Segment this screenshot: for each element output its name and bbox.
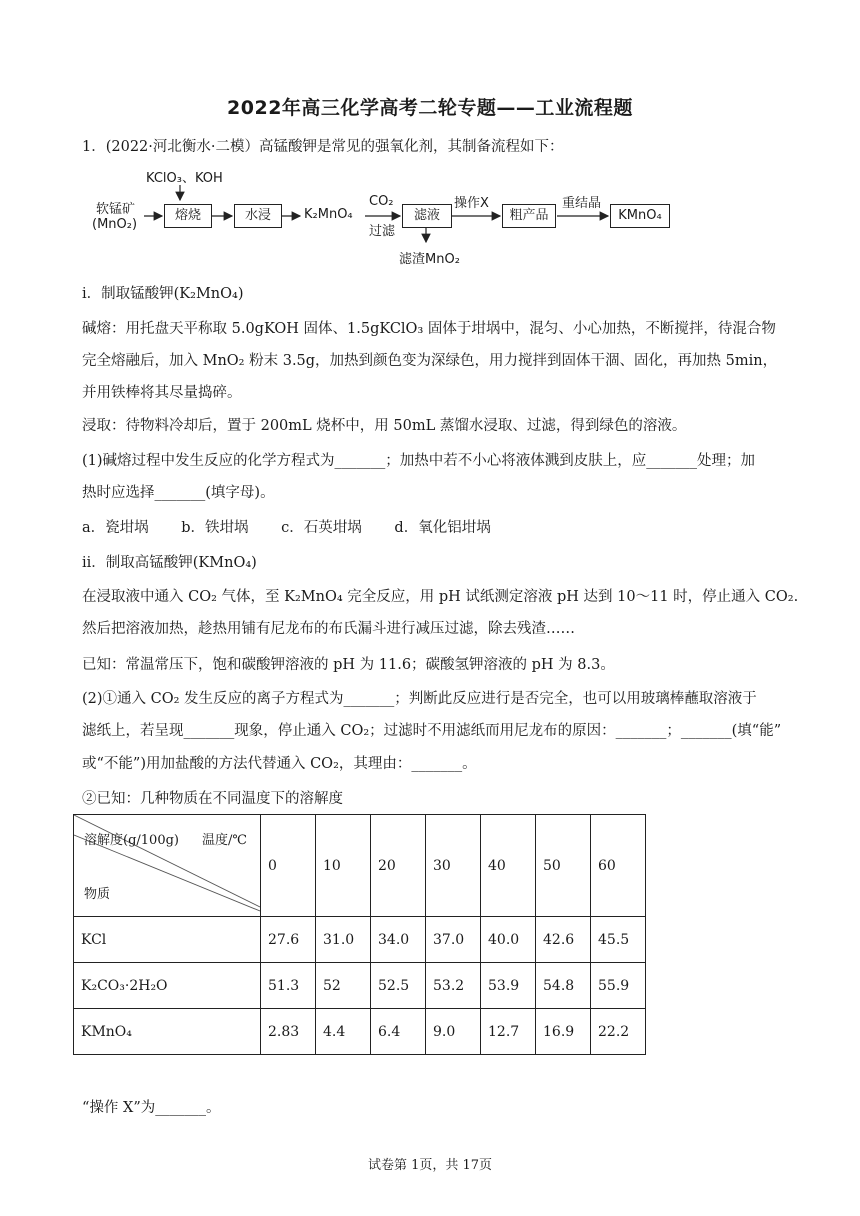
header-substance-label: 物质 xyxy=(84,887,111,902)
value-cell: 52 xyxy=(316,963,371,1009)
solubility-table xyxy=(73,814,646,1055)
value-cell: 37.0 xyxy=(426,917,481,963)
value-cell: 53.9 xyxy=(481,963,536,1009)
value-cell: 42.6 xyxy=(536,917,591,963)
arrow-co2-label: CO₂ xyxy=(369,194,394,209)
substance-cell: KCl xyxy=(74,917,261,963)
melt-paragraph-line-3: 并用铁棒将其尽量捣碎。 xyxy=(82,385,242,401)
temp-header-cell: 40 xyxy=(481,815,536,917)
start-material-label: 软锰矿 xyxy=(96,202,136,217)
value-cell: 27.6 xyxy=(261,917,316,963)
part-ii-heading: ii．制取高锰酸钾(KMnO₄) xyxy=(82,555,257,571)
table-header-row xyxy=(74,815,646,917)
known-ph-note: 已知：常温常压下，饱和碳酸钾溶液的 pH 为 11.6；碳酸氢钾溶液的 pH 为 8.3。 xyxy=(82,657,615,673)
sub-question-2-line-3: 或“不能”)用加盐酸的方法代替通入 CO₂，其理由：_______。 xyxy=(82,756,477,772)
option-a: a．瓷坩埚 xyxy=(82,520,149,536)
operation-x-question: “操作 X”为_______。 xyxy=(82,1100,221,1116)
value-cell: 52.5 xyxy=(371,963,426,1009)
question-1-intro: 1．(2022·河北衡水·二模）高锰酸钾是常见的强氧化剂，其制备流程如下： xyxy=(82,139,564,155)
option-d: d．氧化铝坩埚 xyxy=(394,520,491,536)
answer-options xyxy=(82,518,782,538)
diagonal-header-cell xyxy=(74,815,261,917)
value-cell: 16.9 xyxy=(536,1009,591,1055)
melt-paragraph-line-1: 碱熔：用托盘天平称取 5.0gKOH 固体、1.5gKClO₃ 固体于坩埚中，混匀、小心加热，不断搅拌，待混合物 xyxy=(82,321,776,337)
arrow-filter-label: 过滤 xyxy=(369,224,396,239)
substance-cell: K₂CO₃·2H₂O xyxy=(74,963,261,1009)
value-cell: 4.4 xyxy=(316,1009,371,1055)
page-footer: 试卷第 1页，共 17页 xyxy=(367,1158,493,1173)
temp-header-cell: 30 xyxy=(426,815,481,917)
arrow-recrystallize-label: 重结晶 xyxy=(562,196,602,211)
arrow-operation-x-label: 操作X xyxy=(454,196,489,211)
temp-header-cell: 50 xyxy=(536,815,591,917)
reagent-label: KClO₃、KOH xyxy=(146,171,223,186)
temp-header-cell: 0 xyxy=(261,815,316,917)
value-cell: 6.4 xyxy=(371,1009,426,1055)
temp-header-cell: 60 xyxy=(591,815,646,917)
value-cell: 31.0 xyxy=(316,917,371,963)
value-cell: 51.3 xyxy=(261,963,316,1009)
value-cell: 12.7 xyxy=(481,1009,536,1055)
value-cell: 55.9 xyxy=(591,963,646,1009)
table-row xyxy=(74,963,646,1009)
process-flow-diagram xyxy=(82,160,702,270)
sub-question-2-line-2: 滤纸上，若呈现_______现象，停止通入 CO₂；过滤时不用滤纸而用尼龙布的原因：_______；_______(填“能” xyxy=(82,723,782,739)
table-row xyxy=(74,1009,646,1055)
start-material-formula: (MnO₂) xyxy=(92,217,138,232)
value-cell: 40.0 xyxy=(481,917,536,963)
value-cell: 34.0 xyxy=(371,917,426,963)
page-title: 2022年高三化学高考二轮专题——工业流程题 xyxy=(227,97,633,119)
melt-paragraph-line-2: 完全熔融后，加入 MnO₂ 粉末 3.5g，加热到颜色变为深绿色，用力搅拌到固体干涸、固化，再加热 5min， xyxy=(82,353,778,369)
step-roast: 熔烧 xyxy=(164,204,212,228)
temp-header-cell: 20 xyxy=(371,815,426,917)
leach-paragraph: 浸取：待物料冷却后，置于 200mL 烧杯中，用 50mL 蒸馏水浸取、过滤，得到绿色的溶液。 xyxy=(82,418,687,434)
final-product: KMnO₄ xyxy=(610,204,670,228)
sub-question-2-line-1: (2)①通入 CO₂ 发生反应的离子方程式为_______；判断此反应进行是否完全，也可以用玻璃棒蘸取溶液于 xyxy=(82,691,757,707)
table-row xyxy=(74,917,646,963)
option-c: c．石英坩埚 xyxy=(281,520,362,536)
solubility-note: ②已知：几种物质在不同温度下的溶解度 xyxy=(82,791,343,807)
co2-paragraph-line-1: 在浸取液中通入 CO₂ 气体，至 K₂MnO₄ 完全反应，用 pH 试纸测定溶液 pH 达到 10～11 时，停止通入 CO₂. xyxy=(82,589,799,605)
value-cell: 53.2 xyxy=(426,963,481,1009)
value-cell: 2.83 xyxy=(261,1009,316,1055)
step-water-leach: 水浸 xyxy=(234,204,282,228)
part-i-heading: i．制取锰酸钾(K₂MnO₄) xyxy=(82,286,244,302)
sub-question-1-line-2: 热时应选择_______(填字母)。 xyxy=(82,485,275,501)
substance-cell: KMnO₄ xyxy=(74,1009,261,1055)
value-cell: 9.0 xyxy=(426,1009,481,1055)
step-crude-product: 粗产品 xyxy=(502,204,556,228)
co2-paragraph-line-2: 然后把溶液加热，趁热用铺有尼龙布的布氏漏斗进行减压过滤，除去残渣…… xyxy=(82,621,575,637)
value-cell: 45.5 xyxy=(591,917,646,963)
sub-question-1-line-1: (1)碱熔过程中发生反应的化学方程式为_______；加热中若不小心将液体溅到皮肤上，应_______处理；加 xyxy=(82,453,756,469)
option-b: b．铁坩埚 xyxy=(181,520,249,536)
value-cell: 22.2 xyxy=(591,1009,646,1055)
value-cell: 54.8 xyxy=(536,963,591,1009)
intermediate-label: K₂MnO₄ xyxy=(304,207,353,222)
step-filtrate: 滤液 xyxy=(402,204,452,228)
temp-header-cell: 10 xyxy=(316,815,371,917)
header-solubility-label: 溶解度(g/100g) xyxy=(84,833,179,848)
header-temperature-label: 温度/℃ xyxy=(202,833,247,848)
residue-label: 滤渣MnO₂ xyxy=(399,252,460,267)
